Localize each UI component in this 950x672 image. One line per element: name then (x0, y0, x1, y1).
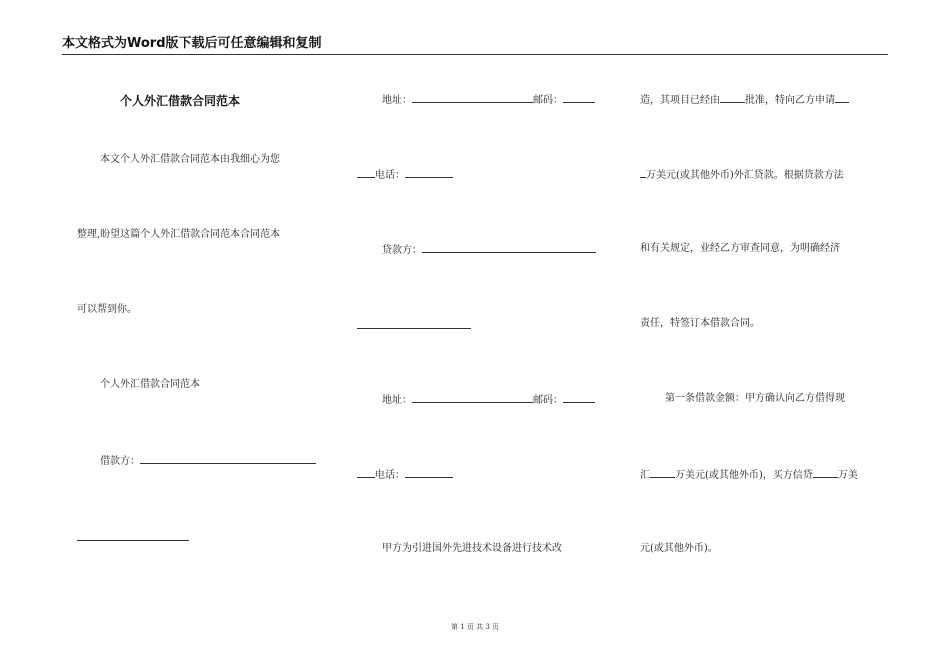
lender-continuation-line (357, 328, 471, 329)
col3-line-7: 元(或其他外币)。 (640, 543, 718, 554)
column-1 (77, 0, 327, 600)
phone-label: 电话： (375, 170, 405, 181)
intro-line-3: 可以帮到你。 (77, 304, 137, 315)
document-title: 个人外汇借款合同范本 (120, 94, 241, 108)
postcode-blank (563, 92, 595, 103)
col3-line-3: 和有关规定，业经乙方审查同意，为明确经济 (640, 243, 840, 254)
borrower-continuation-line (77, 540, 189, 541)
address-line-2 (382, 392, 595, 408)
postcode-blank-2 (563, 392, 595, 403)
phone-prefix-blank-2 (357, 467, 375, 478)
col3-line-6 (640, 467, 858, 483)
approver-blank (720, 92, 745, 103)
phone-label-2: 电话： (375, 470, 405, 481)
col3-line-2-text: 万美元(或其他外币)外汇贷款。根据贷款方法 (646, 170, 844, 181)
borrower-label: 借款方： (100, 456, 140, 467)
amount-blank-1 (835, 92, 849, 103)
phone-line-1 (357, 167, 453, 183)
address-blank-2 (412, 392, 533, 403)
column-2 (357, 0, 607, 600)
borrower-blank (140, 453, 316, 464)
borrower-line (100, 453, 316, 469)
cash-amount-blank (650, 467, 675, 478)
col3-line-6-a: 汇 (640, 470, 650, 481)
col3-line-1-a: 造，其项目已经由 (640, 95, 720, 106)
phone-line-2 (357, 467, 453, 483)
address-line-1 (382, 92, 595, 108)
address-blank (412, 92, 533, 103)
phone-blank-2 (405, 467, 453, 478)
page-number: 第 1 页 共 3 页 (450, 623, 500, 631)
address-label-2: 地址： (382, 395, 412, 406)
col3-line-6-c: 万美 (837, 470, 858, 481)
lender-blank (422, 242, 596, 253)
page-footer (0, 622, 950, 632)
intro-line-1: 本文个人外汇借款合同范本由我细心为您 (100, 154, 280, 165)
postcode-label-2: 邮码： (533, 395, 563, 406)
col3-line-5: 第一条借款金额：甲方确认向乙方借得现 (665, 393, 845, 404)
phone-prefix-blank (357, 167, 375, 178)
lender-line (382, 242, 596, 258)
subtitle: 个人外汇借款合同范本 (100, 379, 200, 390)
header-title: 本文格式为Word版下载后可任意编辑和复制 (62, 36, 322, 51)
postcode-label: 邮码： (533, 95, 563, 106)
intro-line-2: 整理,盼望这篇个人外汇借款合同范本合同范本 (77, 229, 281, 240)
phone-blank (405, 167, 453, 178)
col3-line-4: 责任，特签订本借款合同。 (640, 318, 760, 329)
col3-line-1-b: 批准，特向乙方申请 (745, 95, 835, 106)
paragraph-start: 甲方为引进国外先进技术设备进行技术改 (382, 543, 562, 554)
column-3 (640, 0, 890, 600)
lender-label: 贷款方： (382, 245, 422, 256)
credit-amount-blank (813, 467, 838, 478)
col3-line-2 (640, 167, 844, 183)
address-label: 地址： (382, 95, 412, 106)
col3-line-6-b: 万美元(或其他外币)，买方信贷 (675, 470, 813, 481)
col3-line-1 (640, 92, 849, 108)
